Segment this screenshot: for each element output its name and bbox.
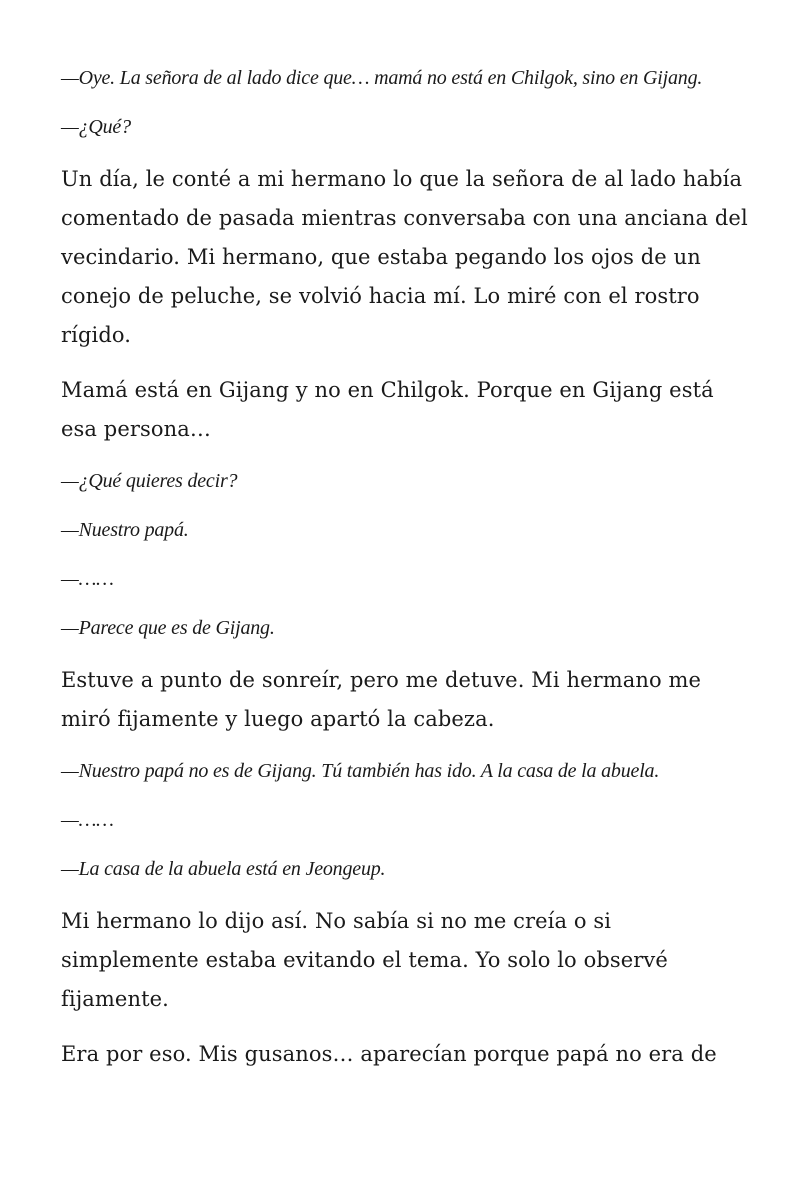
dialogue-line: —Parece que es de Gijang. xyxy=(61,617,275,639)
dialogue-line: —Nuestro papá no es de Gijang. Tú también has ido. A la casa de la abuela. xyxy=(61,760,660,782)
book-page xyxy=(61,62,751,1090)
narration-paragraph: Estuve a punto de sonreír, pero me detuve. Mi hermano me miró fijamente y luego apartó la cabeza. xyxy=(61,668,702,731)
narration-paragraph: Mi hermano lo dijo así. No sabía si no me creía o si simplemente estaba evitando el tema. Yo solo lo observé fijamente. xyxy=(61,909,668,1011)
dialogue-line: —Oye. La señora de al lado dice que… mamá no está en Chilgok, sino en Gijang. xyxy=(61,67,703,89)
dialogue-line: —La casa de la abuela está en Jeongeup. xyxy=(61,858,386,880)
narration-paragraph: Un día, le conté a mi hermano lo que la señora de al lado había comentado de pasada mientras conversaba con una anciana del vecindario. Mi hermano, que estaba pegando los ojos de un conejo de peluche, se volvió hacia mí. Lo miré con el rostro rígido. xyxy=(61,167,748,347)
dialogue-line: —¿Qué quieres decir? xyxy=(61,470,238,492)
dialogue-line: —¿Qué? xyxy=(61,116,131,138)
dialogue-line: —…… xyxy=(61,568,114,590)
narration-paragraph: Mamá está en Gijang y no en Chilgok. Porque en Gijang está esa persona… xyxy=(61,378,714,441)
narration-paragraph: Era por eso. Mis gusanos… aparecían porque papá no era de xyxy=(61,1042,717,1066)
dialogue-line: —Nuestro papá. xyxy=(61,519,189,541)
dialogue-line: —…… xyxy=(61,809,114,831)
